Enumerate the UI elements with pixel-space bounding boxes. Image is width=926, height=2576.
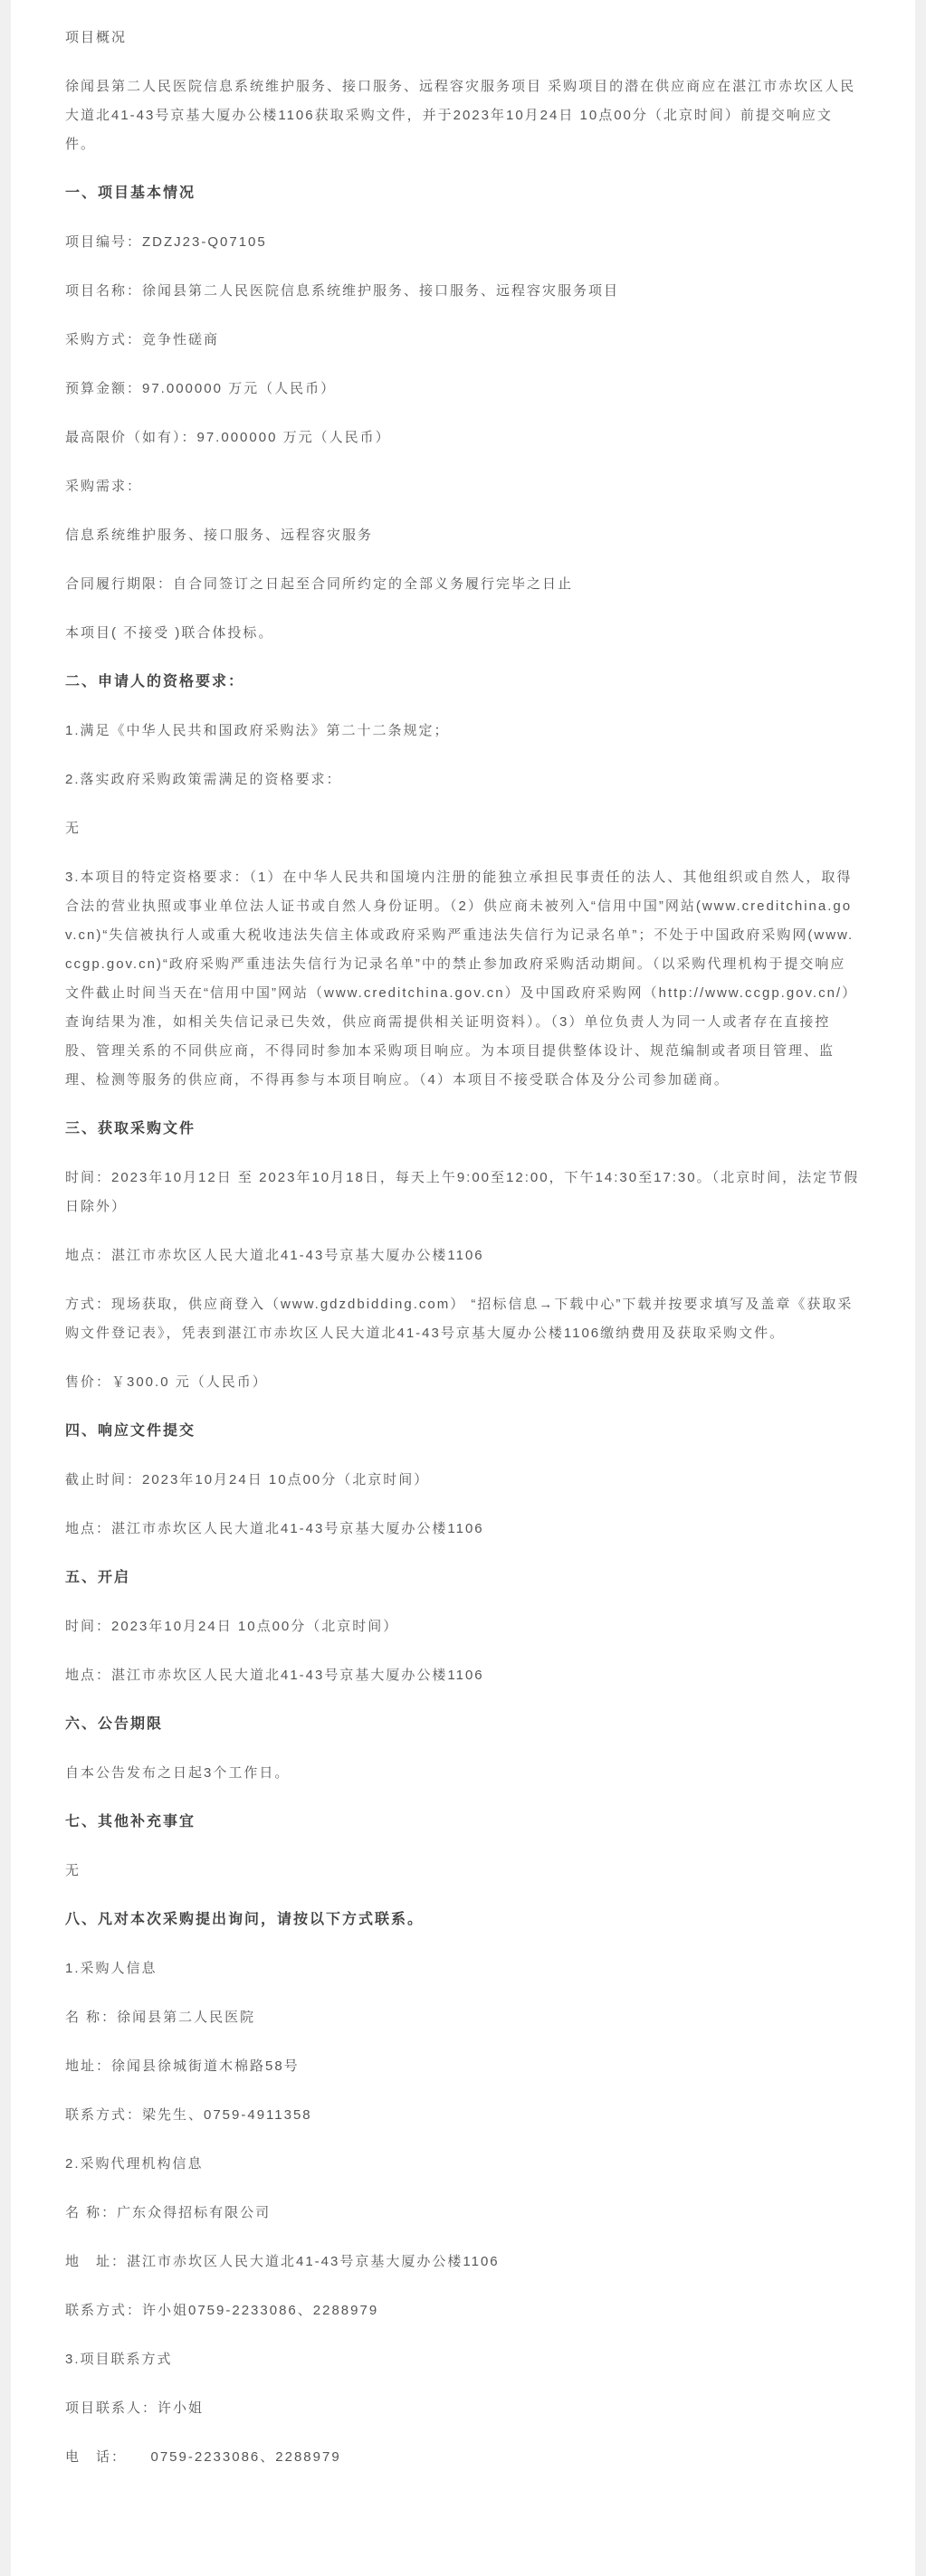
section-7-heading: 七、其他补充事宜 — [65, 1814, 196, 1830]
section-3-heading: 三、获取采购文件 — [65, 1121, 196, 1136]
procurement-demand-label: 采购需求： — [65, 479, 143, 494]
procurement-demand: 信息系统维护服务、接口服务、远程容灾服务 — [65, 528, 374, 543]
purchaser-info-label: 1.采购人信息 — [65, 1961, 158, 1976]
agency-name: 名 称：广东众得招标有限公司 — [65, 2205, 272, 2220]
section-2-heading: 二、申请人的资格要求： — [65, 674, 245, 689]
project-contact-phone: 电 话： 0759-2233086、2288979 — [65, 2449, 341, 2465]
project-contact-label: 3.项目联系方式 — [65, 2352, 173, 2367]
section-5-heading: 五、开启 — [65, 1570, 131, 1585]
procurement-method: 采购方式：竞争性磋商 — [65, 332, 220, 347]
purchaser-address: 地址：徐闻县徐城街道木棉路58号 — [65, 2058, 300, 2074]
document-obtain-location: 地点：湛江市赤坎区人民大道北41-43号京基大厦办公楼1106 — [65, 1248, 484, 1263]
opening-time: 时间：2023年10月24日 10点00分（北京时间） — [65, 1619, 399, 1634]
qualification-item-1: 1.满足《中华人民共和国政府采购法》第二十二条规定； — [65, 723, 450, 738]
agency-contact: 联系方式：许小姐0759-2233086、2288979 — [65, 2303, 379, 2318]
page-title: 项目概况 — [65, 30, 128, 45]
submission-deadline: 截止时间：2023年10月24日 10点00分（北京时间） — [65, 1472, 430, 1488]
other-matters: 无 — [65, 1863, 81, 1878]
purchaser-name: 名 称：徐闻县第二人民医院 — [65, 2010, 256, 2025]
qualification-item-2: 2.落实政府采购政策需满足的资格要求： — [65, 772, 342, 787]
submission-location: 地点：湛江市赤坎区人民大道北41-43号京基大厦办公楼1106 — [65, 1521, 484, 1536]
contract-period: 合同履行期限：自合同签订之日起至合同所约定的全部义务履行完毕之日止 — [65, 576, 574, 592]
project-number: 项目编号：ZDZJ23-Q07105 — [65, 234, 267, 250]
qualification-item-2-value: 无 — [65, 821, 81, 836]
max-price: 最高限价（如有）：97.000000 万元（人民币） — [65, 430, 391, 445]
project-name: 项目名称：徐闻县第二人民医院信息系统维护服务、接口服务、远程容灾服务项目 — [65, 283, 620, 299]
project-contact-person: 项目联系人：许小姐 — [65, 2400, 205, 2416]
qualification-item-3: 3.本项目的特定资格要求：（1）在中华人民共和国境内注册的能独立承担民事责任的法人、其他组织或自然人，取得合法的营业执照或事业单位法人证书或自然人身份证明。（2）供应商未被列入“信用中国”网站(www.creditchina.gov.cn)“失信被执行人或重大税收违法失信主体或政府采购严重违法失信行为记录名单”；不处于中国政府采购网(www.ccgp.gov.cn)“政府采购严重违法失信行为记录名单”中的禁止参加政府采购活动期间。（以采购代理机构于提交响应文件截止时间当天在“信用中国”网站（www.creditchina.gov.cn）及中国政府采购网（http://www.ccgp.gov.cn/）查询结果为准，如相关失信记录已失效，供应商需提供相关证明资料）。（3）单位负责人为同一人或者存在直接控股、管理关系的不同供应商，不得同时参加本采购项目响应。为本项目提供整体设计、规范编制或者项目管理、监理、检测等服务的供应商，不得再参与本项目响应。（4）本项目不接受联合体及分公司参加磋商。 — [65, 870, 858, 1088]
agency-address: 地 址：湛江市赤坎区人民大道北41-43号京基大厦办公楼1106 — [65, 2254, 500, 2269]
section-1-heading: 一、项目基本情况 — [65, 185, 196, 201]
document-obtain-method: 方式：现场获取，供应商登入（www.gdzdbidding.com） “招标信息→下载中心”下载并按要求填写及盖章《获取采购文件登记表》，凭表到湛江市赤坎区人民大道北41-43号京基大厦办公楼1106缴纳费用及获取采购文件。 — [65, 1297, 854, 1341]
section-6-heading: 六、公告期限 — [65, 1716, 164, 1732]
section-4-heading: 四、响应文件提交 — [65, 1423, 196, 1439]
agency-info-label: 2.采购代理机构信息 — [65, 2156, 204, 2172]
opening-location: 地点：湛江市赤坎区人民大道北41-43号京基大厦办公楼1106 — [65, 1668, 484, 1683]
project-overview-text: 徐闻县第二人民医院信息系统维护服务、接口服务、远程容灾服务项目 采购项目的潜在供应商应在湛江市赤坎区人民大道北41-43号京基大厦办公楼1106获取采购文件，并于2023年10月24日 10点00分（北京时间）前提交响应文件。 — [65, 79, 856, 152]
announcement-document — [11, 0, 915, 2576]
consortium-bidding-note: 本项目( 不接受 )联合体投标。 — [65, 625, 274, 641]
section-8-heading: 八、凡对本次采购提出询问，请按以下方式联系。 — [65, 1912, 425, 1927]
document-price: 售价：￥300.0 元（人民币） — [65, 1374, 268, 1390]
budget-amount: 预算金额：97.000000 万元（人民币） — [65, 381, 337, 396]
purchaser-contact: 联系方式：梁先生、0759-4911358 — [65, 2107, 312, 2123]
document-obtain-time: 时间：2023年10月12日 至 2023年10月18日，每天上午9:00至12:00，下午14:30至17:30。（北京时间，法定节假日除外） — [65, 1170, 860, 1214]
announcement-period: 自本公告发布之日起3个工作日。 — [65, 1765, 291, 1781]
